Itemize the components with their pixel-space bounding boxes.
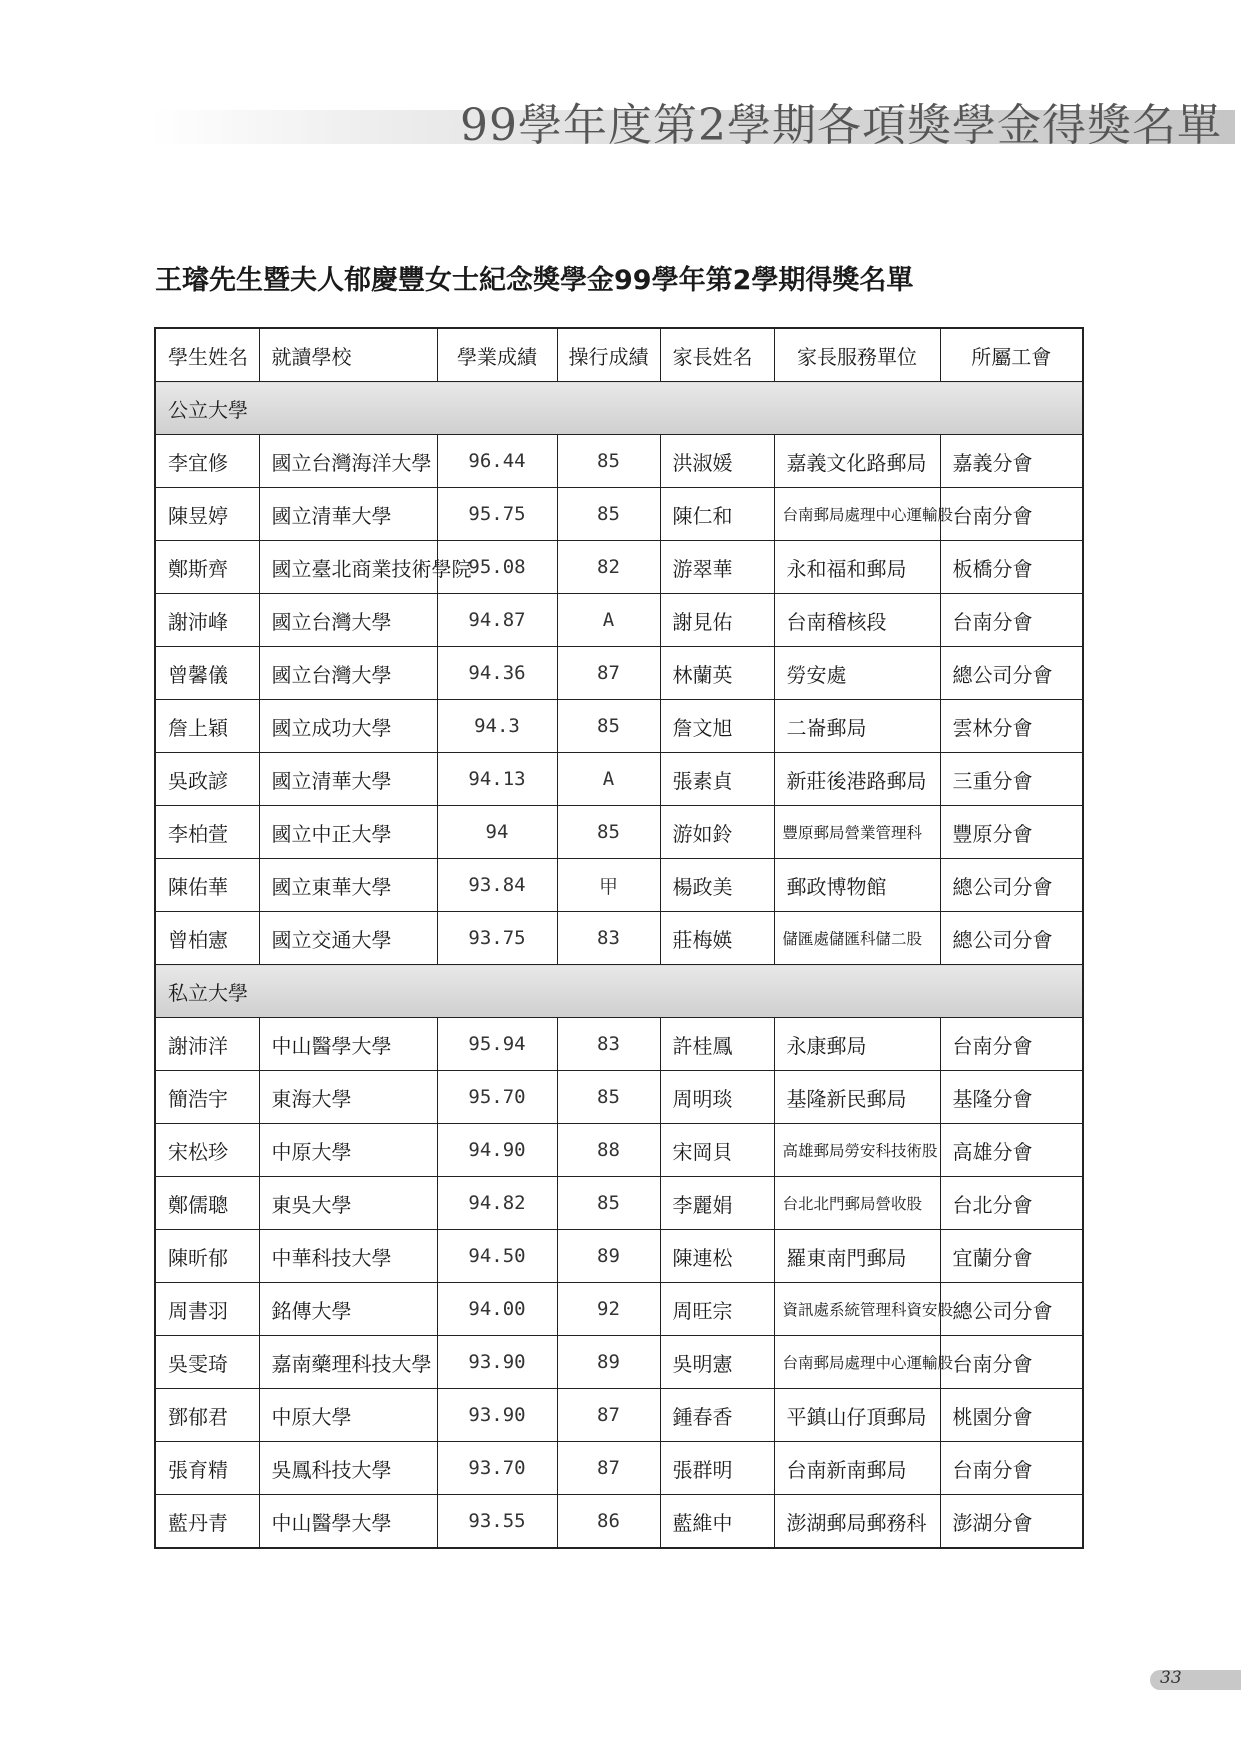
academic-score-cell: 94.90 (437, 1124, 557, 1177)
parent-name-cell: 莊梅媖 (660, 912, 774, 965)
table-row (155, 647, 1083, 700)
student-name-cell: 宋松珍 (155, 1124, 259, 1177)
student-name-cell: 曾馨儀 (155, 647, 259, 700)
parent-employer-cell: 二崙郵局 (774, 700, 940, 753)
academic-score-cell: 94.00 (437, 1283, 557, 1336)
parent-name-cell: 藍維中 (660, 1495, 774, 1549)
academic-score-cell: 93.75 (437, 912, 557, 965)
parent-employer-cell: 豐原郵局營業管理科 (774, 806, 940, 859)
table-row (155, 1336, 1083, 1389)
table-row (155, 1230, 1083, 1283)
header-row (155, 328, 1083, 382)
student-name-cell: 吳雯琦 (155, 1336, 259, 1389)
table-row (155, 488, 1083, 541)
school-cell: 嘉南藥理科技大學 (259, 1336, 437, 1389)
table-row (155, 435, 1083, 488)
student-name-cell: 曾柏憲 (155, 912, 259, 965)
parent-employer-cell: 澎湖郵局郵務科 (774, 1495, 940, 1549)
table-row (155, 1495, 1083, 1549)
school-cell: 東海大學 (259, 1071, 437, 1124)
table-row (155, 912, 1083, 965)
school-cell: 國立台灣大學 (259, 594, 437, 647)
parent-employer-cell: 基隆新民郵局 (774, 1071, 940, 1124)
school-cell: 中華科技大學 (259, 1230, 437, 1283)
union-cell: 台北分會 (940, 1177, 1083, 1230)
parent-name-cell: 許桂鳳 (660, 1018, 774, 1071)
union-cell: 宜蘭分會 (940, 1230, 1083, 1283)
union-cell: 總公司分會 (940, 859, 1083, 912)
academic-score-cell: 93.70 (437, 1442, 557, 1495)
academic-score-cell: 94.50 (437, 1230, 557, 1283)
group-row (155, 382, 1083, 435)
union-cell: 總公司分會 (940, 912, 1083, 965)
conduct-score-cell: 85 (557, 488, 660, 541)
student-name-cell: 鄧郁君 (155, 1389, 259, 1442)
academic-score-cell: 93.90 (437, 1336, 557, 1389)
parent-employer-cell: 台南郵局處理中心運輸股 (774, 488, 940, 541)
school-cell: 中山醫學大學 (259, 1018, 437, 1071)
parent-name-cell: 周旺宗 (660, 1283, 774, 1336)
conduct-score-cell: 83 (557, 1018, 660, 1071)
table-row (155, 1389, 1083, 1442)
school-cell: 國立中正大學 (259, 806, 437, 859)
academic-score-cell: 94.13 (437, 753, 557, 806)
parent-name-cell: 陳連松 (660, 1230, 774, 1283)
conduct-score-cell: 85 (557, 700, 660, 753)
parent-name-cell: 吳明憲 (660, 1336, 774, 1389)
union-cell: 澎湖分會 (940, 1495, 1083, 1549)
group-label: 私立大學 (155, 965, 1083, 1018)
parent-employer-cell: 嘉義文化路郵局 (774, 435, 940, 488)
student-name-cell: 簡浩宇 (155, 1071, 259, 1124)
student-name-cell: 鄭斯齊 (155, 541, 259, 594)
table-row (155, 700, 1083, 753)
academic-score-cell: 95.08 (437, 541, 557, 594)
table-row (155, 1018, 1083, 1071)
academic-score-cell: 96.44 (437, 435, 557, 488)
student-name-cell: 詹上穎 (155, 700, 259, 753)
table-body (155, 382, 1083, 1549)
union-cell: 高雄分會 (940, 1124, 1083, 1177)
school-cell: 吳鳳科技大學 (259, 1442, 437, 1495)
scholarship-table (154, 327, 1084, 1549)
student-name-cell: 陳昱婷 (155, 488, 259, 541)
school-cell: 國立交通大學 (259, 912, 437, 965)
parent-name-cell: 陳仁和 (660, 488, 774, 541)
student-name-cell: 陳昕郁 (155, 1230, 259, 1283)
academic-score-cell: 93.55 (437, 1495, 557, 1549)
school-cell: 國立台灣大學 (259, 647, 437, 700)
union-cell: 三重分會 (940, 753, 1083, 806)
col-parent-employer-header: 家長服務單位 (774, 328, 940, 382)
parent-employer-cell: 台北北門郵局營收股 (774, 1177, 940, 1230)
student-name-cell: 周書羽 (155, 1283, 259, 1336)
table-row (155, 1071, 1083, 1124)
union-cell: 桃園分會 (940, 1389, 1083, 1442)
union-cell: 台南分會 (940, 1442, 1083, 1495)
union-cell: 豐原分會 (940, 806, 1083, 859)
school-cell: 中山醫學大學 (259, 1495, 437, 1549)
col-student-name-header: 學生姓名 (155, 328, 259, 382)
union-cell: 台南分會 (940, 594, 1083, 647)
school-cell: 銘傳大學 (259, 1283, 437, 1336)
group-label: 公立大學 (155, 382, 1083, 435)
parent-name-cell: 李麗娟 (660, 1177, 774, 1230)
parent-employer-cell: 台南新南郵局 (774, 1442, 940, 1495)
parent-employer-cell: 新莊後港路郵局 (774, 753, 940, 806)
parent-employer-cell: 羅東南門郵局 (774, 1230, 940, 1283)
parent-employer-cell: 永康郵局 (774, 1018, 940, 1071)
col-union-header: 所屬工會 (940, 328, 1083, 382)
union-cell: 總公司分會 (940, 1283, 1083, 1336)
parent-employer-cell: 儲匯處儲匯科儲二股 (774, 912, 940, 965)
school-cell: 國立台灣海洋大學 (259, 435, 437, 488)
parent-employer-cell: 資訊處系統管理科資安股 (774, 1283, 940, 1336)
union-cell: 總公司分會 (940, 647, 1083, 700)
union-cell: 雲林分會 (940, 700, 1083, 753)
student-name-cell: 李柏萱 (155, 806, 259, 859)
conduct-score-cell: 89 (557, 1336, 660, 1389)
parent-employer-cell: 郵政博物館 (774, 859, 940, 912)
conduct-score-cell: A (557, 594, 660, 647)
table-row (155, 859, 1083, 912)
table-row (155, 1442, 1083, 1495)
academic-score-cell: 94.87 (437, 594, 557, 647)
table-row (155, 1177, 1083, 1230)
conduct-score-cell: 85 (557, 1071, 660, 1124)
parent-employer-cell: 台南稽核段 (774, 594, 940, 647)
parent-name-cell: 宋岡貝 (660, 1124, 774, 1177)
conduct-score-cell: 87 (557, 1442, 660, 1495)
conduct-score-cell: 85 (557, 435, 660, 488)
parent-name-cell: 張群明 (660, 1442, 774, 1495)
union-cell: 嘉義分會 (940, 435, 1083, 488)
conduct-score-cell: 82 (557, 541, 660, 594)
table-row (155, 753, 1083, 806)
conduct-score-cell: 85 (557, 1177, 660, 1230)
parent-name-cell: 游如鈴 (660, 806, 774, 859)
parent-name-cell: 洪淑媛 (660, 435, 774, 488)
union-cell: 台南分會 (940, 1018, 1083, 1071)
academic-score-cell: 95.94 (437, 1018, 557, 1071)
parent-name-cell: 謝見佑 (660, 594, 774, 647)
conduct-score-cell: 83 (557, 912, 660, 965)
student-name-cell: 張育精 (155, 1442, 259, 1495)
parent-employer-cell: 台南郵局處理中心運輸股 (774, 1336, 940, 1389)
school-cell: 國立臺北商業技術學院 (259, 541, 437, 594)
union-cell: 台南分會 (940, 1336, 1083, 1389)
school-cell: 中原大學 (259, 1124, 437, 1177)
page-number: 33 (1160, 1668, 1182, 1688)
union-cell: 基隆分會 (940, 1071, 1083, 1124)
school-cell: 國立清華大學 (259, 753, 437, 806)
col-conduct-score-header: 操行成績 (557, 328, 660, 382)
table-row (155, 1124, 1083, 1177)
conduct-score-cell: 87 (557, 1389, 660, 1442)
table-row (155, 1283, 1083, 1336)
school-cell: 東吳大學 (259, 1177, 437, 1230)
conduct-score-cell: 87 (557, 647, 660, 700)
academic-score-cell: 95.75 (437, 488, 557, 541)
academic-score-cell: 94.82 (437, 1177, 557, 1230)
school-cell: 國立清華大學 (259, 488, 437, 541)
student-name-cell: 陳佑華 (155, 859, 259, 912)
conduct-score-cell: 89 (557, 1230, 660, 1283)
col-academic-score-header: 學業成績 (437, 328, 557, 382)
parent-name-cell: 楊政美 (660, 859, 774, 912)
student-name-cell: 謝沛峰 (155, 594, 259, 647)
parent-employer-cell: 永和福和郵局 (774, 541, 940, 594)
parent-employer-cell: 高雄郵局勞安科技術股 (774, 1124, 940, 1177)
academic-score-cell: 94.36 (437, 647, 557, 700)
section-title: 王璿先生暨夫人郁慶豐女士紀念獎學金99學年第2學期得獎名單 (155, 265, 914, 296)
parent-name-cell: 游翠華 (660, 541, 774, 594)
parent-name-cell: 張素貞 (660, 753, 774, 806)
student-name-cell: 吳政諺 (155, 753, 259, 806)
academic-score-cell: 93.84 (437, 859, 557, 912)
conduct-score-cell: 92 (557, 1283, 660, 1336)
table-row (155, 594, 1083, 647)
school-cell: 國立成功大學 (259, 700, 437, 753)
table-header (155, 328, 1083, 382)
conduct-score-cell: 86 (557, 1495, 660, 1549)
parent-name-cell: 詹文旭 (660, 700, 774, 753)
student-name-cell: 謝沛洋 (155, 1018, 259, 1071)
conduct-score-cell: 85 (557, 806, 660, 859)
page-title: 99學年度第2學期各項獎學金得獎名單 (460, 100, 1222, 151)
parent-name-cell: 鍾春香 (660, 1389, 774, 1442)
student-name-cell: 鄭儒聰 (155, 1177, 259, 1230)
union-cell: 台南分會 (940, 488, 1083, 541)
school-cell: 國立東華大學 (259, 859, 437, 912)
col-parent-name-header: 家長姓名 (660, 328, 774, 382)
academic-score-cell: 93.90 (437, 1389, 557, 1442)
conduct-score-cell: A (557, 753, 660, 806)
school-cell: 中原大學 (259, 1389, 437, 1442)
group-row (155, 965, 1083, 1018)
student-name-cell: 藍丹青 (155, 1495, 259, 1549)
parent-name-cell: 林蘭英 (660, 647, 774, 700)
parent-employer-cell: 勞安處 (774, 647, 940, 700)
academic-score-cell: 94 (437, 806, 557, 859)
table-row (155, 541, 1083, 594)
academic-score-cell: 94.3 (437, 700, 557, 753)
parent-name-cell: 周明琰 (660, 1071, 774, 1124)
academic-score-cell: 95.70 (437, 1071, 557, 1124)
table-row (155, 806, 1083, 859)
conduct-score-cell: 88 (557, 1124, 660, 1177)
parent-employer-cell: 平鎮山仔頂郵局 (774, 1389, 940, 1442)
student-name-cell: 李宜修 (155, 435, 259, 488)
conduct-score-cell: 甲 (557, 859, 660, 912)
col-school-header: 就讀學校 (259, 328, 437, 382)
union-cell: 板橋分會 (940, 541, 1083, 594)
